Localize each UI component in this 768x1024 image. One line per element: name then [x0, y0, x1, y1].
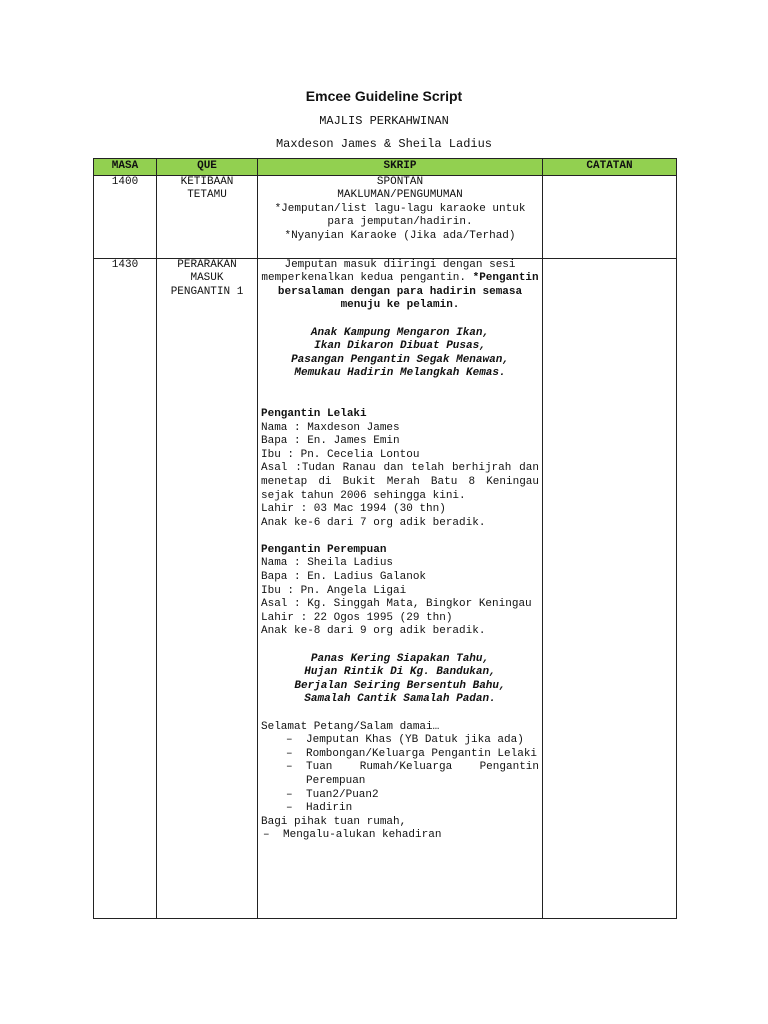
skrip-line: SPONTAN: [376, 175, 424, 188]
pantun-2: [261, 653, 539, 707]
pantun-1: [261, 327, 539, 381]
list-item: – Tuan2/Puan2: [306, 789, 539, 803]
cell-catatan: [543, 258, 677, 918]
script-table: [93, 158, 677, 919]
list-item: – Tuan Rumah/Keluarga Pengantin Perempuan: [306, 761, 539, 788]
pantun-line: Panas Kering Siapakan Tahu,: [310, 652, 490, 665]
skrip-line: *Jemputan/list lagu-lagu karaoke untuk para jemputan/hadirin.: [274, 202, 526, 229]
table-header-row: [94, 159, 677, 176]
detail-line: Lahir : 03 Mac 1994 (30 thn): [261, 503, 446, 516]
greeting-list: [261, 734, 539, 816]
detail-line: Ibu : Pn. Cecelia Lontou: [261, 448, 420, 461]
pantun-line: Pasangan Pengantin Segak Menawan,: [291, 353, 509, 366]
detail-line: Anak ke-8 dari 9 org adik beradik.: [261, 625, 486, 638]
skrip-line: *Nyanyian Karaoke (Jika ada/Terhad): [284, 229, 516, 242]
greeting-line: Selamat Petang/Salam damai…: [261, 720, 440, 733]
host-list: [261, 829, 539, 843]
cell-que: PERARAKAN MASUK PENGANTIN 1: [157, 258, 258, 918]
pantun-line: Berjalan Seiring Bersentuh Bahu,: [294, 679, 506, 692]
couple-names: Maxdeson James & Sheila Ladius: [275, 137, 493, 151]
detail-line: Nama : Maxdeson James: [261, 421, 400, 434]
header-catatan: CATATAN: [543, 159, 677, 176]
detail-line: Asal : Kg. Singgah Mata, Bingkor Keningau: [261, 598, 532, 611]
header-que: QUE: [157, 159, 258, 176]
bride-heading: Pengantin Perempuan: [261, 543, 387, 556]
detail-line: Asal :Tudan Ranau dan telah berhijrah dan menetap di Bukit Merah Batu 8 Keningau sejak tahun 2006 sehingga kini.: [261, 462, 539, 502]
event-subtitle: MAJLIS PERKAHWINAN: [319, 114, 449, 128]
list-item: – Rombongan/Keluarga Pengantin Lelaki: [306, 748, 539, 762]
table-row: [94, 175, 677, 258]
skrip-line: MAKLUMAN/PENGUMUMAN: [337, 189, 463, 202]
intro-text: Jemputan masuk diiringi dengan sesi memperkenalkan kedua pengantin.: [261, 258, 516, 285]
list-item: – Hadirin: [306, 802, 539, 816]
detail-line: Anak ke-6 dari 7 org adik beradik.: [261, 516, 486, 529]
document-title: Emcee Guideline Script: [305, 88, 463, 104]
detail-line: Ibu : Pn. Angela Ligai: [261, 584, 407, 597]
cell-skrip: [258, 175, 543, 258]
intro-bold-text: *Pengantin bersalaman dengan para hadirin semasa menuju ke pelamin.: [277, 272, 539, 312]
bride-details: [261, 557, 539, 639]
cell-catatan: [543, 175, 677, 258]
cell-masa: 1400: [94, 175, 157, 258]
header-skrip: SKRIP: [258, 159, 543, 176]
pantun-line: Memukau Hadirin Melangkah Kemas.: [294, 367, 506, 380]
groom-heading: Pengantin Lelaki: [261, 407, 367, 420]
cell-masa: 1430: [94, 258, 157, 918]
cell-que: KETIBAAN TETAMU: [157, 175, 258, 258]
pantun-line: Hujan Rintik Di Kg. Bandukan,: [304, 666, 496, 679]
list-item: – Jemputan Khas (YB Datuk jika ada): [306, 734, 539, 748]
detail-line: Nama : Sheila Ladius: [261, 557, 394, 570]
groom-details: [261, 422, 539, 531]
pantun-line: Ikan Dikaron Dibuat Pusas,: [314, 340, 486, 353]
detail-line: Lahir : 22 Ogos 1995 (29 thn): [261, 611, 453, 624]
cell-skrip: [258, 258, 543, 918]
host-line: Bagi pihak tuan rumah,: [261, 815, 407, 828]
pantun-line: Samalah Cantik Samalah Padan.: [304, 693, 496, 706]
detail-line: Bapa : En. James Emin: [261, 435, 400, 448]
detail-line: Bapa : En. Ladius Galanok: [261, 571, 427, 584]
header-masa: MASA: [94, 159, 157, 176]
table-row: [94, 258, 677, 918]
list-item: – Mengalu-alukan kehadiran: [283, 829, 539, 843]
pantun-line: Anak Kampung Mengaron Ikan,: [310, 326, 490, 339]
skrip-intro: [261, 259, 539, 313]
